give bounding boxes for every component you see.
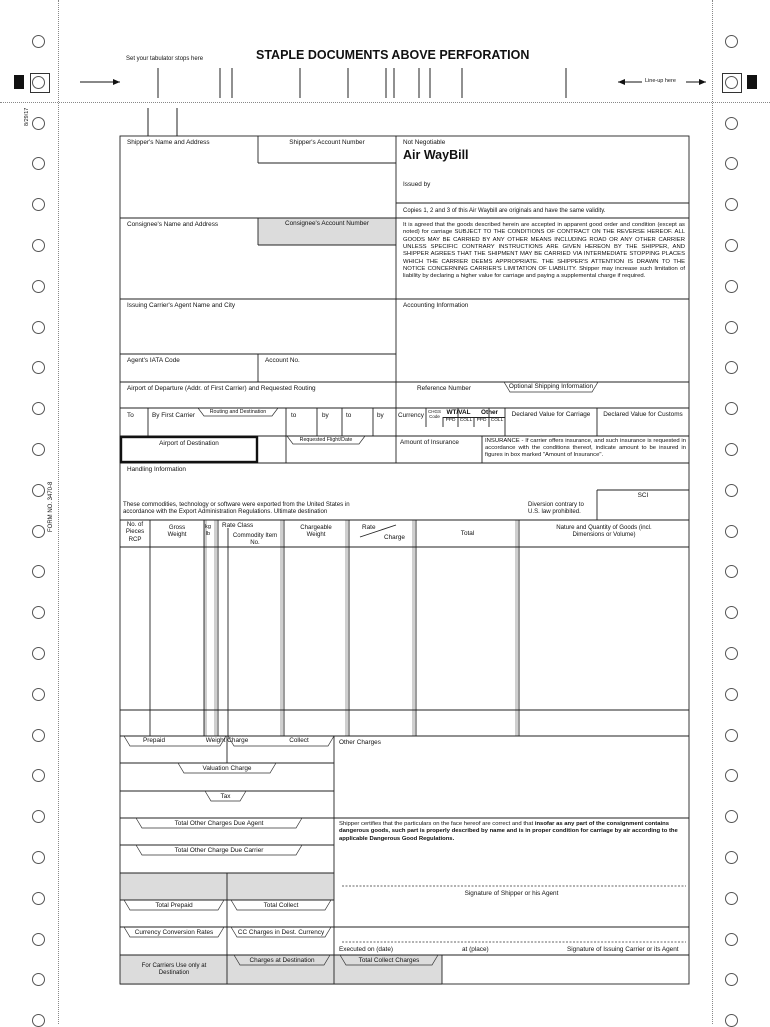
charges-destination-label: Charges at Destination [249, 957, 315, 964]
total-collect-label: Total Collect [263, 902, 299, 909]
other-label: Other [480, 409, 499, 416]
weight-charge-collect-field[interactable] [229, 748, 332, 762]
side-code: 8/29/17 [24, 107, 30, 126]
total-prepaid-field[interactable] [122, 912, 225, 926]
issued-by-label: Issued by [403, 181, 431, 188]
ppd-1-label: PPD [445, 418, 456, 423]
consignee-name-label: Consignee's Name and Address [127, 221, 219, 228]
shipper-account-field[interactable] [260, 146, 394, 162]
currency-rates-label: Currency Conversion Rates [134, 929, 214, 936]
departure-field[interactable] [126, 394, 392, 406]
air-waybill-title: Air WayBill [403, 148, 469, 162]
collect-label: Collect [289, 737, 309, 744]
prepaid-label: Prepaid [142, 737, 166, 744]
by-first-carrier-label: By First Carrier [152, 412, 195, 419]
agent-name-label: Issuing Carrier's Agent Name and City [127, 302, 236, 309]
at-place-label: at (place) [462, 946, 489, 953]
airport-destination-label: Airport of Destination [159, 440, 219, 447]
shipper-name-label: Shipper's Name and Address [127, 139, 210, 146]
carriers-use-label: For Carriers Use only at Destination [141, 962, 207, 977]
valuation-charge-label: Valuation Charge [202, 765, 252, 772]
staple-heading: STAPLE DOCUMENTS ABOVE PERFORATION [256, 48, 530, 62]
requested-flight-label: Requested Flight/Date [299, 437, 353, 443]
wt-val-label: WT/VAL [446, 409, 471, 416]
declared-customs-label: Declared Value for Customs [603, 411, 683, 418]
consignee-name-field[interactable] [126, 230, 254, 296]
tax-label: Tax [220, 793, 231, 800]
carrier-signature-label: Signature of Issuing Carrier or its Agent [567, 946, 679, 953]
chargeable-weight-header: Chargeable Weight [300, 524, 332, 539]
export-statement: These commodities, technology or software were exported from the United States in accordance with the Export Administration Regulations. Ultimate destination [123, 501, 350, 516]
goods-totals-row[interactable] [121, 711, 688, 735]
issued-by-field[interactable] [440, 178, 680, 198]
handling-label: Handling Information [127, 466, 186, 473]
by-2-label: by [322, 412, 329, 419]
coll-1-label: COLL [459, 418, 473, 423]
total-other-carrier-label: Total Other Charge Due Carrier [174, 847, 264, 854]
reference-number-label: Reference Number [417, 385, 471, 392]
consignee-account-label: Consignee's Account Number [285, 220, 369, 227]
declared-carriage-label: Declared Value for Carriage [511, 411, 591, 418]
routing-destination-label: Routing and Destination [209, 409, 267, 415]
weight-charge-label: Weight Charge [205, 737, 249, 744]
ppd-2-label: PPD [476, 418, 487, 423]
pieces-header: No. of Pieces RCP [125, 521, 145, 543]
goods-entry-area[interactable] [121, 548, 688, 708]
accounting-field[interactable] [402, 311, 684, 379]
diversion-text: Diversion contrary to U.S. law prohibited. [528, 501, 584, 516]
total-other-agent-label: Total Other Charges Due Agent [174, 820, 264, 827]
tab-stops-text: Set your tabulator stops here [126, 56, 204, 62]
other-charges-label: Other Charges [339, 739, 381, 746]
to-2-label: to [291, 412, 297, 419]
total-collect-charges-label: Total Collect Charges [358, 957, 420, 964]
not-negotiable-text: Not Negotiable [403, 139, 446, 146]
nature-goods-header: Nature and Quantity of Goods (incl. Dimensions or Volume) [556, 524, 652, 539]
conditions-text: It is agreed that the goods described herein are accepted in apparent good order and condition (except as noted) for carriage SUBJECT TO THE CONDITIONS OF CONTRACT ON THE REVERSE HEREOF. ALL GOODS MAY BE CARRIED BY ANY OTHER MEANS INCLUDING ROAD OR ANY OTHER CARRIER UNLESS SPECIFIC CONTRARY INSTRUCTIONS ARE GIVEN HEREON BY THE SHIPPER, AND SHIPPER AGREES THAT THE SHIPMENT MAY BE CARRIED VIA INTERMEDIATE STOPPING PLACES WHICH THE CARRIER DEEMS APPROPRIATE. THE SHIPPER'S ATTENTION IS DRAWN TO THE NOTICE CONCERNING CARRIER'S LIMITATION OF LIABILITY. Shipper may increase such limitation of liability by declaring a higher value for carriage and paying a supplemental charge if required. [403, 222, 685, 280]
handling-field[interactable] [126, 475, 592, 495]
copies-text: Copies 1, 2 and 3 of this Air Waybill are originals and have the same validity. [403, 208, 606, 214]
coll-2-label: COLL [490, 418, 504, 423]
to-3-label: to [346, 412, 352, 419]
optional-shipping-label: Optional Shipping Information [508, 383, 594, 390]
total-prepaid-label: Total Prepaid [155, 902, 193, 909]
shipper-certification: Shipper certifies that the particulars on the face hereof are correct and that insofar as any part of the consignment contains dangerous goods, such part is properly described by name and is in proper condition for carriage by air according to the applicable Dangerous Good Regulations. [339, 821, 678, 842]
total-header: Total [460, 530, 475, 537]
commodity-header: Commodity Item No. [232, 532, 278, 546]
shipper-name-field[interactable] [126, 148, 254, 214]
insurance-text: INSURANCE - If carrier offers insurance, and such insurance is requested in accordance with the conditions thereof, indicate amount to be insured in figures in box marked "Amount of Insurance". [485, 438, 686, 459]
total-collect-field[interactable] [229, 912, 332, 926]
account-no-label: Account No. [265, 357, 300, 364]
amount-insurance-label: Amount of Insurance [400, 439, 459, 446]
shipper-signature-label: Signature of Shipper or his Agent [464, 890, 559, 897]
departure-label: Airport of Departure (Addr. of First Carrier) and Requested Routing [127, 385, 316, 392]
consignee-account-field[interactable] [260, 228, 394, 244]
lineup-text: Line-up here [645, 78, 676, 84]
weight-charge-prepaid-field[interactable] [122, 748, 225, 762]
rate-header: Rate [362, 524, 376, 531]
carrier-signature-field[interactable] [342, 930, 684, 941]
shipper-signature-field[interactable] [342, 858, 684, 884]
chgs-code-label: CHGS Code [427, 409, 441, 419]
cc-charges-label: CC Charges in Dest. Currency [237, 929, 325, 936]
shipper-account-label: Shipper's Account Number [289, 139, 365, 146]
currency-label: Currency [398, 412, 424, 419]
agent-name-field[interactable] [126, 311, 392, 351]
accounting-label: Accounting Information [403, 302, 469, 309]
kg-lb-header: kg lb [205, 524, 211, 537]
by-3-label: by [377, 412, 384, 419]
account-no-field[interactable] [262, 366, 392, 380]
iata-code-label: Agent's IATA Code [127, 357, 180, 364]
other-charges-field[interactable] [338, 748, 684, 814]
gross-weight-header: Gross Weight [167, 524, 187, 539]
iata-code-field[interactable] [126, 366, 254, 380]
executed-on-label: Executed on (date) [339, 946, 393, 953]
airport-destination-field[interactable] [124, 448, 254, 460]
charge-header: Charge [384, 534, 405, 541]
to-label: To [127, 412, 134, 419]
sci-label: SCI [637, 492, 649, 499]
rate-class-header: Rate Class [222, 522, 254, 529]
form-number: FORM NO. 3470-8 [48, 481, 54, 532]
